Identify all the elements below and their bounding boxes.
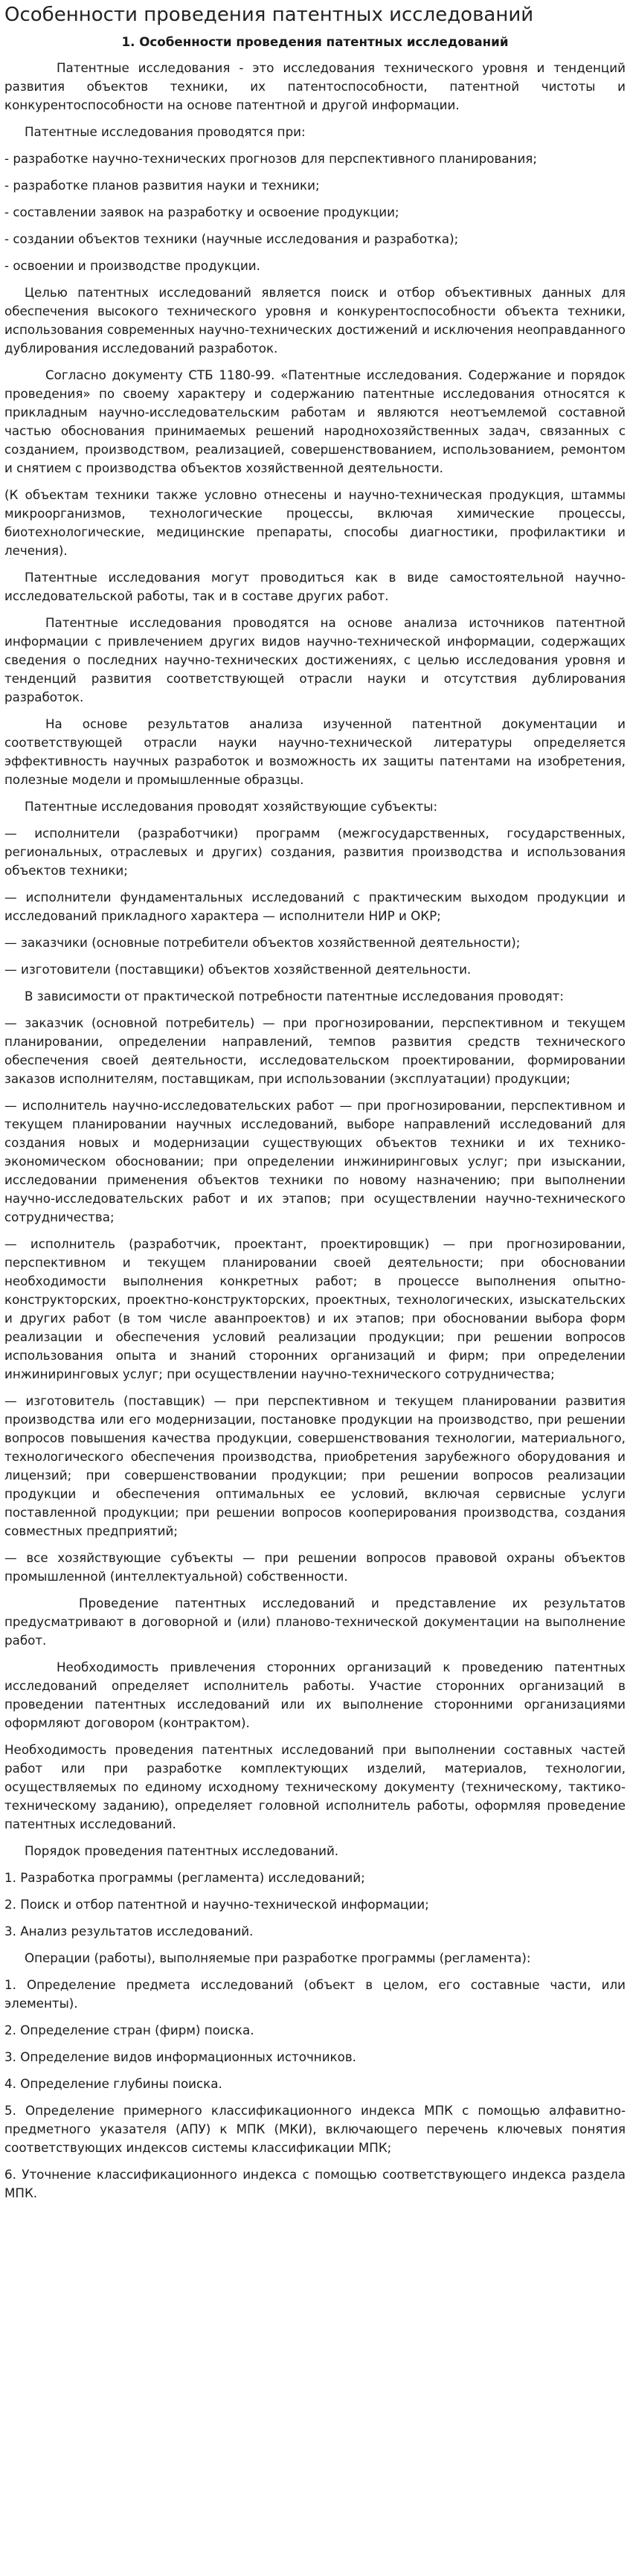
- paragraph-goal: Целью патентных исследований является поиск и отбор объективных данных для обеспечения высокого технического уровня и конкурентоспособности объекта техники, использования современных научно-технических достижений и исключения неоправданного дублирования исследований разработок.: [4, 285, 626, 356]
- paragraph-subjects-intro: Патентные исследования проводят хозяйствующие субъекты:: [25, 799, 438, 814]
- list-item: 2. Определение стран (фирм) поиска.: [4, 2023, 254, 2037]
- paragraph-results: На основе результатов анализа изученной патентной документации и соответствующей отрасли науки научно-технической литературы определяется эффективность научных разработок и возможность их защиты патентами на изобретения, полезные модели и промышленные образцы.: [4, 716, 626, 787]
- paragraph-analysis-basis: Патентные исследования проводятся на основе анализа источников патентной информации с привлечением других видов научно-технической информации, содержащих сведения о последних научно-технических достижениях, с целью исследования уровня и тенденций развития соответствующей отрасли науки и отсутствия дублирования разработок.: [4, 615, 626, 704]
- paragraph-standalone: Патентные исследования могут проводиться как в виде самостоятельной научно-исследовательской работы, так и в составе других работ.: [4, 570, 626, 603]
- list-item: 1. Разработка программы (регламента) исследований;: [4, 1870, 365, 1885]
- section-heading: 1. Особенности проведения патентных исследований: [121, 34, 509, 49]
- list-item: - создании объектов техники (научные исследования и разработка);: [4, 231, 459, 246]
- list-item: — исполнитель (разработчик, проектант, проектировщик) — при прогнозировании, перспективном и текущем планировании своей деятельности; при обосновании необходимости выполнения конкретных работ; в процессе выполнения опытно-конструкторских, проектно-конструкторских, проектных, технологических, изыскательских и других работ (в том числе аванпроектов) и их этапов; при обосновании выбора форм реализации и обеспечения условий реализации продукции; при решении вопросов использования опыта и знаний сторонних организаций и фирм; при определении инжиниринговых услуг; при осуществлении научно-технического сотрудничества;: [4, 1236, 626, 1381]
- list-item: — исполнители фундаментальных исследований с практическим выходом продукции и исследований прикладного характера — исполнители НИР и ОКР;: [4, 890, 626, 923]
- paragraph-procedure-heading: Порядок проведения патентных исследований.: [25, 1843, 339, 1858]
- paragraph-components: Необходимость проведения патентных исследований при выполнении составных частей работ или при разработке комплектующих изделий, материалов, технологии, осуществляемых по единому исходному техническому документу (техническому, тактико-техническому заданию), определяет головной исполнитель работы, оформляя проведение патентных исследований.: [4, 1742, 626, 1831]
- list-item: - разработке планов развития науки и техники;: [4, 178, 320, 193]
- list-item: 3. Определение видов информационных источников.: [4, 2049, 356, 2064]
- paragraph-standard: Согласно документу СТБ 1180-99. «Патентные исследования. Содержание и порядок проведения» по своему характеру и содержанию патентные исследования относятся к прикладным научно-исследовательским работам и являются неотъемлемой составной частью обоснования принимаемых решений народнохозяйственных задач, связанных с созданием, производством, реализацией, совершенствованием, использованием, ремонтом и снятием с производства объектов хозяйственной деятельности.: [4, 367, 626, 475]
- list-item: - разработке научно-технических прогнозов для перспективного планирования;: [4, 151, 537, 166]
- list-item: — заказчики (основные потребители объектов хозяйственной деятельности);: [4, 935, 521, 950]
- list-item: — исполнители (разработчики) программ (межгосударственных, государственных, региональных, отраслевых и других) создания, развития производства и использования объектов техники;: [4, 826, 626, 878]
- paragraph-conducted-when: Патентные исследования проводятся при:: [25, 124, 306, 139]
- list-item: - освоении и производстве продукции.: [4, 258, 260, 273]
- paragraph-operations-heading: Операции (работы), выполняемые при разработке программы (регламента):: [25, 1950, 531, 1965]
- paragraph-objects-note: (К объектам техники также условно отнесены и научно-техническая продукция, штаммы микроорганизмов, технологические процессы, включая химические процессы, биотехнологические, медицинские препараты, способы диагностики, профилактики и лечения).: [4, 487, 626, 558]
- list-item: — все хозяйствующие субъекты — при решении вопросов правовой охраны объектов промышленной (интеллектуальной) собственности.: [4, 1550, 626, 1584]
- list-item: — изготовитель (поставщик) — при перспективном и текущем планировании развития производства или его модернизации, постановке продукции на производство, при решении вопросов повышения качества продукции, совершенствования технологии, материального, технологического обеспечения производства, приобретения зарубежного оборудования и лицензий; при совершенствовании продукции; при решении вопросов реализации продукции и обеспечения оптимальных ее условий, включая сервисные услуги поставленной продукции; при решении вопросов кооперирования производства, создания совместных предприятий;: [4, 1393, 626, 1538]
- list-item: — изготовители (поставщики) объектов хозяйственной деятельности.: [4, 962, 472, 977]
- list-item: — исполнитель научно-исследовательских работ — при прогнозировании, перспективном и текущем планировании научных исследований, выборе направлений исследований для создания новых и модернизации существующих объектов техники и их технико-экономическом обосновании; при определении инжиниринговых услуг; при изыскании, исследовании применения объектов техники по новому назначению; при выполнении научно-исследовательских работ и их этапов; при осуществлении научно-технического сотрудничества;: [4, 1098, 626, 1224]
- list-item: 2. Поиск и отбор патентной и научно-технической информации;: [4, 1897, 429, 1912]
- paragraph-third-parties: Необходимость привлечения сторонних организаций к проведению патентных исследований определяет исполнитель работы. Участие сторонних организаций в проведении патентных исследований или их выполнение сторонними организациями оформляют договором (контрактом).: [4, 1660, 626, 1730]
- list-item: - составлении заявок на разработку и освоение продукции;: [4, 205, 399, 219]
- list-item: 1. Определение предмета исследований (объект в целом, его составные части, или элементы).: [4, 1977, 626, 2011]
- list-item: 4. Определение глубины поиска.: [4, 2076, 222, 2091]
- list-item: 5. Определение примерного классификационного индекса МПК с помощью алфавитно-предметного указателя (АПУ) к МПК (МКИ), включающего перечень ключевых понятия соответствующих индексов системы классификации МПК;: [4, 2103, 626, 2155]
- paragraph-by-need-intro: В зависимости от практической потребности патентные исследования проводят:: [25, 989, 565, 1003]
- paragraph-contract: Проведение патентных исследований и представление их результатов предусматривают в договорной и (или) планово-технической документации на выполнение работ.: [4, 1596, 626, 1648]
- page-title: Особенности проведения патентных исследований: [4, 4, 534, 26]
- list-item: 3. Анализ результатов исследований.: [4, 1924, 254, 1939]
- paragraph-definition: Патентные исследования - это исследования технического уровня и тенденций развития объектов техники, их патентоспособности, патентной чистоты и конкурентоспособности на основе патентной и другой информации.: [4, 60, 626, 112]
- list-item: — заказчик (основной потребитель) — при прогнозировании, перспективном и текущем планировании, определении направлений, темпов развития средств технического обеспечения своей деятельности, исследовательском проектировании, формировании заказов исполнителям, поставщикам, при использовании (эксплуатации) продукции;: [4, 1015, 626, 1086]
- list-item: 6. Уточнение классификационного индекса с помощью соответствующего индекса раздела МПК.: [4, 2167, 626, 2200]
